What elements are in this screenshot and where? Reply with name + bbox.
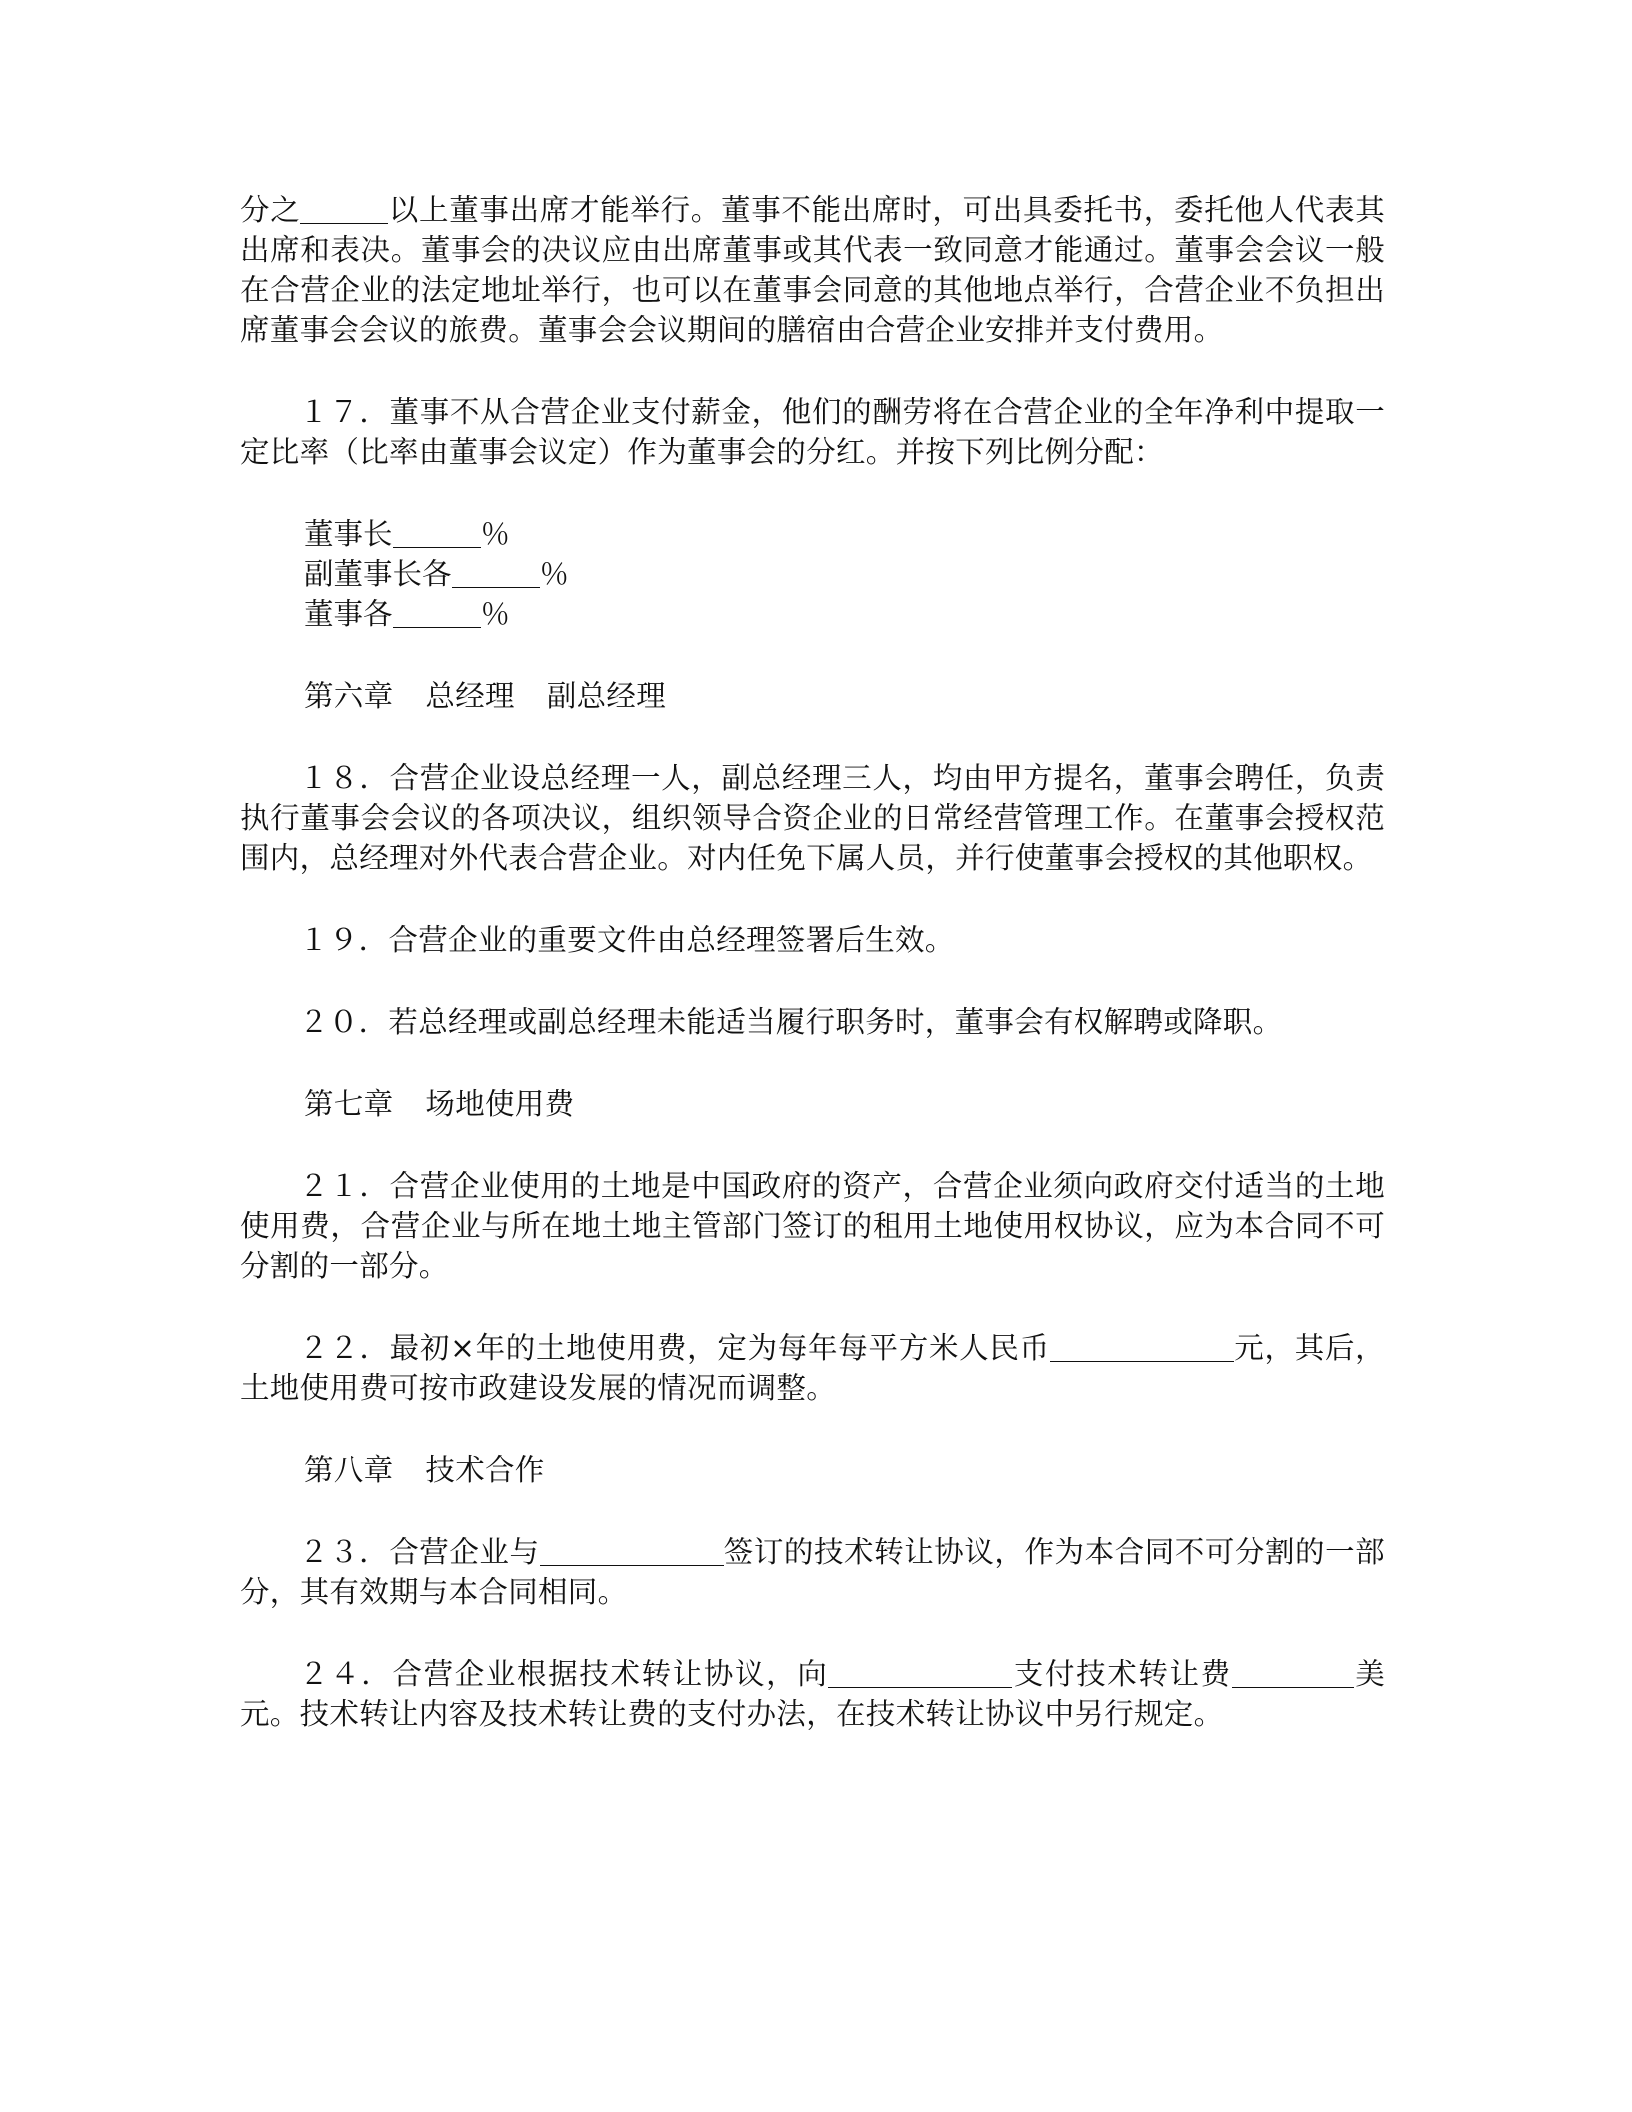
chapter-title: 场地使用费 [425, 1087, 575, 1121]
allocation-label: 董事各 [304, 597, 393, 631]
clause-22 [240, 1328, 1385, 1408]
fill-in-blank[interactable] [828, 1657, 1012, 1688]
clause-text: ２２．最初×年的土地使用费，定为每年每平方米人民币 [299, 1331, 1050, 1365]
clause-text: ２４．合营企业根据技术转让协议，向 [299, 1657, 829, 1691]
clause-text: 以上董事出席才能举行。董事不能出席时，可出具委托书，委托他人代表其出席和表决。董事会的决议应由出席董事或其代表一致同意才能通过。董事会会议一般在合营企业的法定地址举行，也可以在董事会同意的其他地点举行，合营企业不负担出席董事会会议的旅费。董事会会议期间的膳宿由合营企业安排并支付费用。 [240, 193, 1385, 347]
fill-in-blank[interactable] [393, 517, 481, 548]
fill-in-blank[interactable] [540, 1535, 724, 1566]
clause-16-continuation [240, 190, 1385, 350]
fill-in-blank[interactable] [1232, 1657, 1354, 1688]
percent-sign: ％ [539, 557, 570, 591]
allocation-label: 副董事长各 [304, 557, 452, 591]
clause-21: ２１．合营企业使用的土地是中国政府的资产，合营企业须向政府交付适当的土地使用费，合营企业与所在地土地主管部门签订的租用土地使用权协议，应为本合同不可分割的一部分。 [240, 1169, 1385, 1283]
allocation-directors [304, 594, 1385, 634]
clause-text: 美元。技术转让内容及技术转让费的支付办法，在技术转让协议中另行规定。 [240, 1657, 1385, 1731]
clause-23 [240, 1532, 1385, 1612]
clause-text: 元，其后，土地使用费可按市政建设发展的情况而调整。 [240, 1331, 1385, 1405]
chapter-title: 副总经理 [546, 679, 667, 713]
fill-in-blank[interactable] [300, 193, 388, 224]
allocation-chairman [304, 514, 1385, 554]
allocation-vice-chairman [304, 554, 1385, 594]
clause-text: 支付技术转让费 [1012, 1657, 1232, 1691]
percent-sign: ％ [480, 517, 511, 551]
fill-in-blank[interactable] [452, 557, 540, 588]
clause-17: １７．董事不从合营企业支付薪金，他们的酬劳将在合营企业的全年净利中提取一定比率（比率由董事会议定）作为董事会的分红。并按下列比例分配： [240, 395, 1385, 469]
clause-20: ２０．若总经理或副总经理未能适当履行职务时，董事会有权解聘或降职。 [299, 1005, 1283, 1039]
chapter-8-heading [240, 1450, 1385, 1490]
document-page [240, 190, 1385, 1734]
chapter-number: 第八章 [304, 1453, 394, 1487]
allocation-list [240, 514, 1385, 634]
clause-text: ２３．合营企业与 [299, 1535, 540, 1569]
clause-19: １９．合营企业的重要文件由总经理签署后生效。 [299, 923, 955, 957]
percent-sign: ％ [480, 597, 511, 631]
fill-in-blank[interactable] [1050, 1331, 1234, 1362]
fill-in-blank[interactable] [393, 597, 481, 628]
chapter-number: 第六章 [304, 679, 394, 713]
clause-18: １８．合营企业设总经理一人，副总经理三人，均由甲方提名，董事会聘任，负责执行董事会会议的各项决议，组织领导合资企业的日常经营管理工作。在董事会授权范围内，总经理对外代表合营企业。对内任免下属人员，并行使董事会授权的其他职权。 [240, 761, 1385, 875]
chapter-title: 技术合作 [425, 1453, 545, 1487]
chapter-7-heading [240, 1084, 1385, 1124]
clause-text: 分之 [240, 193, 301, 227]
chapter-number: 第七章 [304, 1087, 394, 1121]
clause-text: 签订的技术转让协议，作为本合同不可分割的一部分，其有效期与本合同相同。 [240, 1535, 1385, 1609]
clause-24 [240, 1654, 1385, 1734]
allocation-label: 董事长 [304, 517, 393, 551]
chapter-6-heading [240, 676, 1385, 716]
chapter-title: 总经理 [425, 679, 515, 713]
